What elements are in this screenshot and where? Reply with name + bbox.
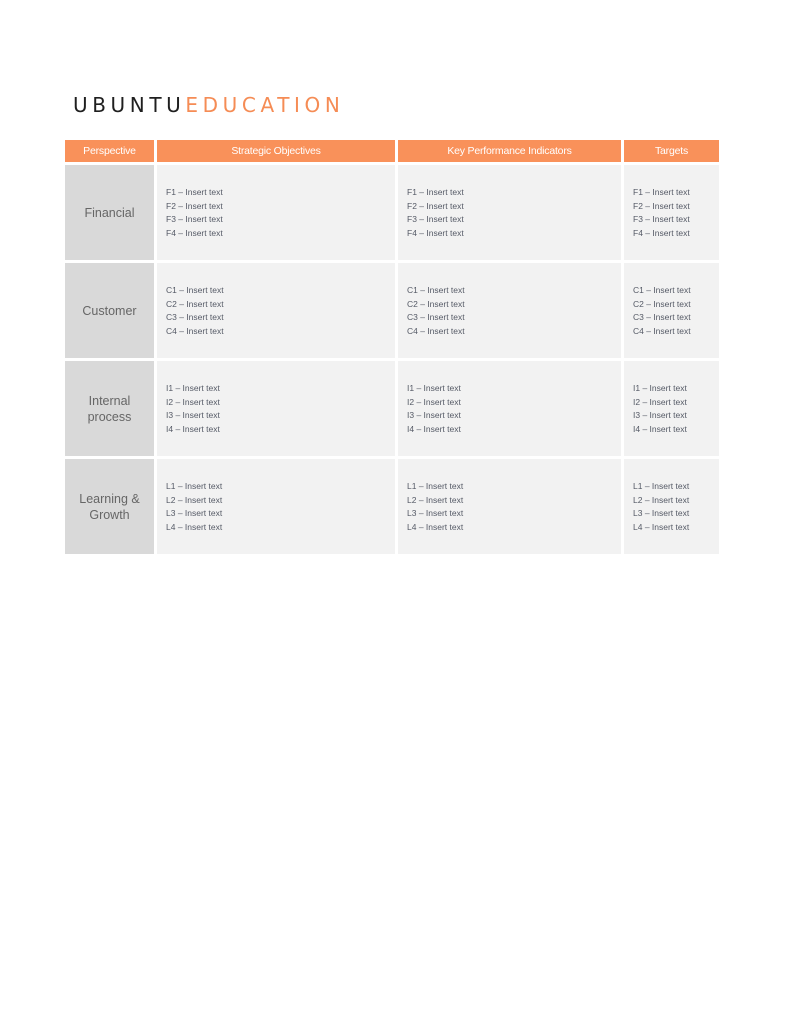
- objective-item: L2 – Insert text: [166, 494, 223, 505]
- target-item: I3 – Insert text: [633, 410, 687, 421]
- target-item: C1 – Insert text: [633, 285, 691, 295]
- target-item: L4 – Insert text: [633, 522, 690, 533]
- kpi-item: F4 – Insert text: [407, 228, 464, 239]
- objective-item: F1 – Insert text: [166, 187, 223, 197]
- target-item: L2 – Insert text: [633, 494, 690, 505]
- objective-item: F3 – Insert text: [166, 214, 223, 225]
- kpi-item: I3 – Insert text: [407, 410, 461, 421]
- kpi-item: C2 – Insert text: [407, 298, 465, 309]
- objective-item: C4 – Insert text: [166, 326, 224, 337]
- kpi-item: F2 – Insert text: [407, 200, 464, 211]
- perspective-learning-growth: Learning & Growth: [65, 459, 154, 554]
- kpi-item: I1 – Insert text: [407, 383, 461, 393]
- kpi-item: I2 – Insert text: [407, 396, 461, 407]
- target-item: L1 – Insert text: [633, 481, 690, 491]
- kpi-item: L4 – Insert text: [407, 522, 464, 533]
- perspective-financial: Financial: [65, 165, 154, 260]
- target-item: F2 – Insert text: [633, 200, 690, 211]
- objective-item: I4 – Insert text: [166, 424, 220, 435]
- objective-item: C2 – Insert text: [166, 298, 224, 309]
- objectives-cell-customer: [157, 263, 395, 358]
- kpis-cell-customer: [398, 263, 621, 358]
- header-perspective: Perspective: [65, 140, 154, 162]
- kpi-item: C3 – Insert text: [407, 312, 465, 323]
- kpi-item: L3 – Insert text: [407, 508, 464, 519]
- objective-item: L3 – Insert text: [166, 508, 223, 519]
- brand-logo: [73, 93, 344, 117]
- targets-cell-customer: [624, 263, 719, 358]
- objective-item: F2 – Insert text: [166, 200, 223, 211]
- balanced-scorecard-table: [65, 140, 718, 554]
- target-item: I1 – Insert text: [633, 383, 687, 393]
- kpi-item: C1 – Insert text: [407, 285, 465, 295]
- kpi-item: I4 – Insert text: [407, 424, 461, 435]
- header-targets: Targets: [624, 140, 719, 162]
- objective-item: L1 – Insert text: [166, 481, 223, 491]
- objectives-cell-internal-process: [157, 361, 395, 456]
- objective-item: C1 – Insert text: [166, 285, 224, 295]
- kpis-cell-internal-process: [398, 361, 621, 456]
- objective-item: I2 – Insert text: [166, 396, 220, 407]
- kpi-item: F1 – Insert text: [407, 187, 464, 197]
- kpi-item: C4 – Insert text: [407, 326, 465, 337]
- header-strategic-objectives: Strategic Objectives: [157, 140, 395, 162]
- target-item: I4 – Insert text: [633, 424, 687, 435]
- kpi-item: F3 – Insert text: [407, 214, 464, 225]
- target-item: F4 – Insert text: [633, 228, 690, 239]
- objective-item: I3 – Insert text: [166, 410, 220, 421]
- kpi-item: L1 – Insert text: [407, 481, 464, 491]
- perspective-customer: Customer: [65, 263, 154, 358]
- brand-logo-part1: UBUNTU: [73, 93, 186, 117]
- kpis-cell-learning-growth: [398, 459, 621, 554]
- targets-cell-learning-growth: [624, 459, 719, 554]
- perspective-internal-process: Internal process: [65, 361, 154, 456]
- targets-cell-internal-process: [624, 361, 719, 456]
- objective-item: I1 – Insert text: [166, 383, 220, 393]
- target-item: L3 – Insert text: [633, 508, 690, 519]
- objective-item: C3 – Insert text: [166, 312, 224, 323]
- kpis-cell-financial: [398, 165, 621, 260]
- objective-item: F4 – Insert text: [166, 228, 223, 239]
- targets-cell-financial: [624, 165, 719, 260]
- kpi-item: L2 – Insert text: [407, 494, 464, 505]
- target-item: C4 – Insert text: [633, 326, 691, 337]
- objectives-cell-financial: [157, 165, 395, 260]
- header-kpis: Key Performance Indicators: [398, 140, 621, 162]
- target-item: I2 – Insert text: [633, 396, 687, 407]
- objectives-cell-learning-growth: [157, 459, 395, 554]
- objective-item: L4 – Insert text: [166, 522, 223, 533]
- target-item: C2 – Insert text: [633, 298, 691, 309]
- target-item: F3 – Insert text: [633, 214, 690, 225]
- target-item: C3 – Insert text: [633, 312, 691, 323]
- target-item: F1 – Insert text: [633, 187, 690, 197]
- brand-logo-part2: EDUCATION: [185, 93, 345, 117]
